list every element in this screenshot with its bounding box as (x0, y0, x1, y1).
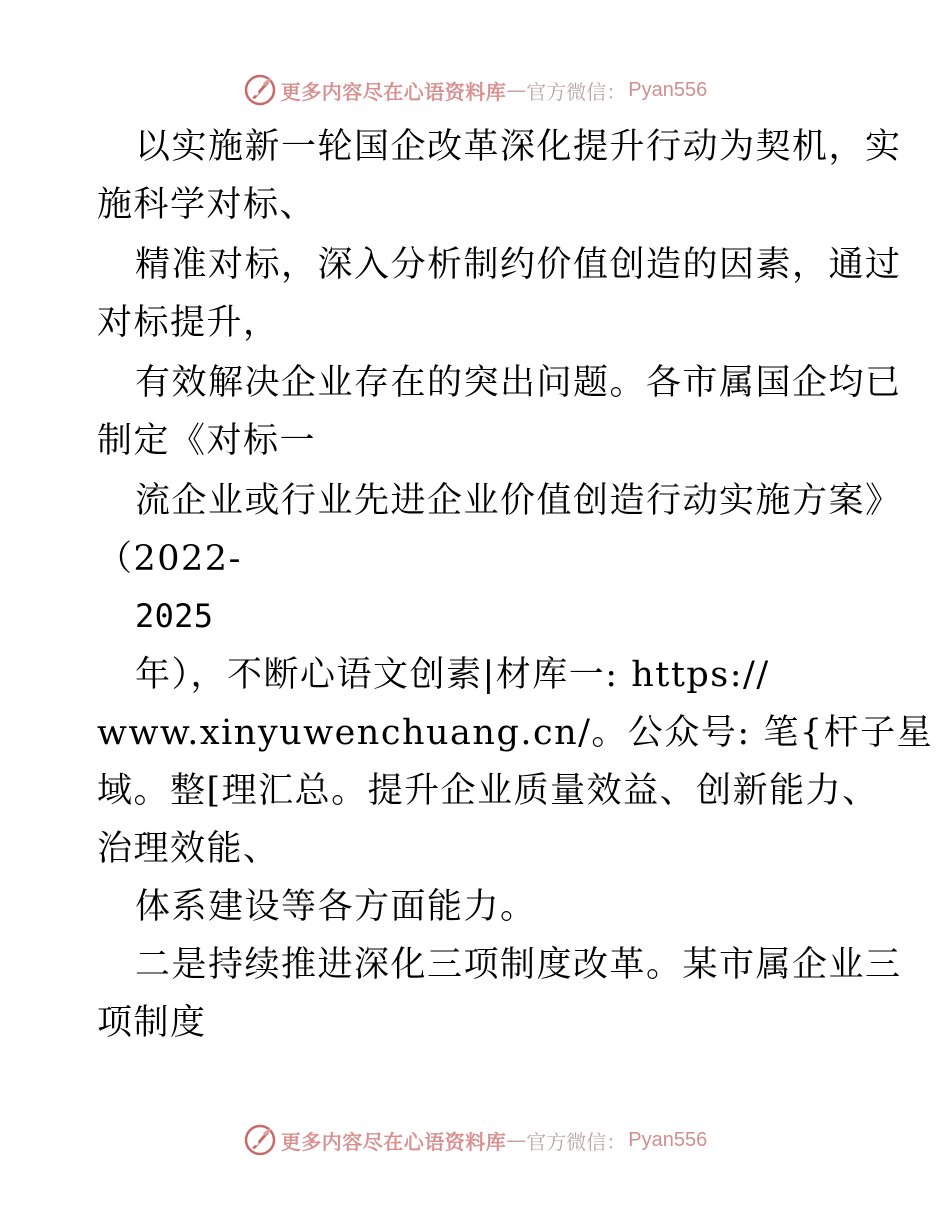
watermark-site-text: 更多内容尽在心语资料库 (280, 1129, 507, 1154)
text-line: 精准对标，深入分析制约价值创造的因素，通过 (135, 245, 902, 285)
watermark-wechat-label: 官方微信： (526, 1129, 627, 1154)
text-line: 治理效能、 (97, 829, 280, 869)
text-line: 有效解决企业存在的突出问题。各市属国企均已 (135, 363, 902, 403)
text-line: 2025 (135, 597, 214, 635)
text-line: 体系建设等各方面能力。 (135, 887, 537, 927)
watermark-separator: — (506, 78, 527, 102)
watermark-separator: — (506, 1128, 527, 1152)
text-line: 施科学对标、 (97, 185, 317, 225)
text-line: 项制度 (97, 1003, 207, 1043)
watermark-wechat-id: Pyan556 (628, 78, 708, 101)
header-watermark (0, 70, 950, 110)
text-line: 域。整[理汇总。提升企业质量效益、创新能力、 (97, 771, 879, 811)
text-line: 制定《对标一 (97, 421, 317, 461)
text-line: 年），不断心语文创素|材库一: https:// (135, 655, 770, 695)
quill-logo-icon (243, 1123, 277, 1157)
text-line: 流企业或行业先进企业价值创造行动实施方案》 (135, 481, 902, 521)
watermark-site-text: 更多内容尽在心语资料库 (280, 79, 507, 104)
text-line: 二是持续推进深化三项制度改革。某市属企业三 (135, 945, 902, 985)
text-line: （2022- (97, 539, 242, 579)
text-line: www.xinyuwenchuang.cn/。公众号: 笔{杆子星 (97, 713, 934, 753)
footer-watermark (0, 1120, 950, 1160)
text-line: 以实施新一轮国企改革深化提升行动为契机，实 (135, 127, 902, 167)
watermark-wechat-label: 官方微信： (526, 79, 627, 104)
quill-logo-icon (243, 73, 277, 107)
watermark-wechat-id: Pyan556 (628, 1128, 708, 1151)
text-line: 对标提升， (97, 303, 280, 343)
